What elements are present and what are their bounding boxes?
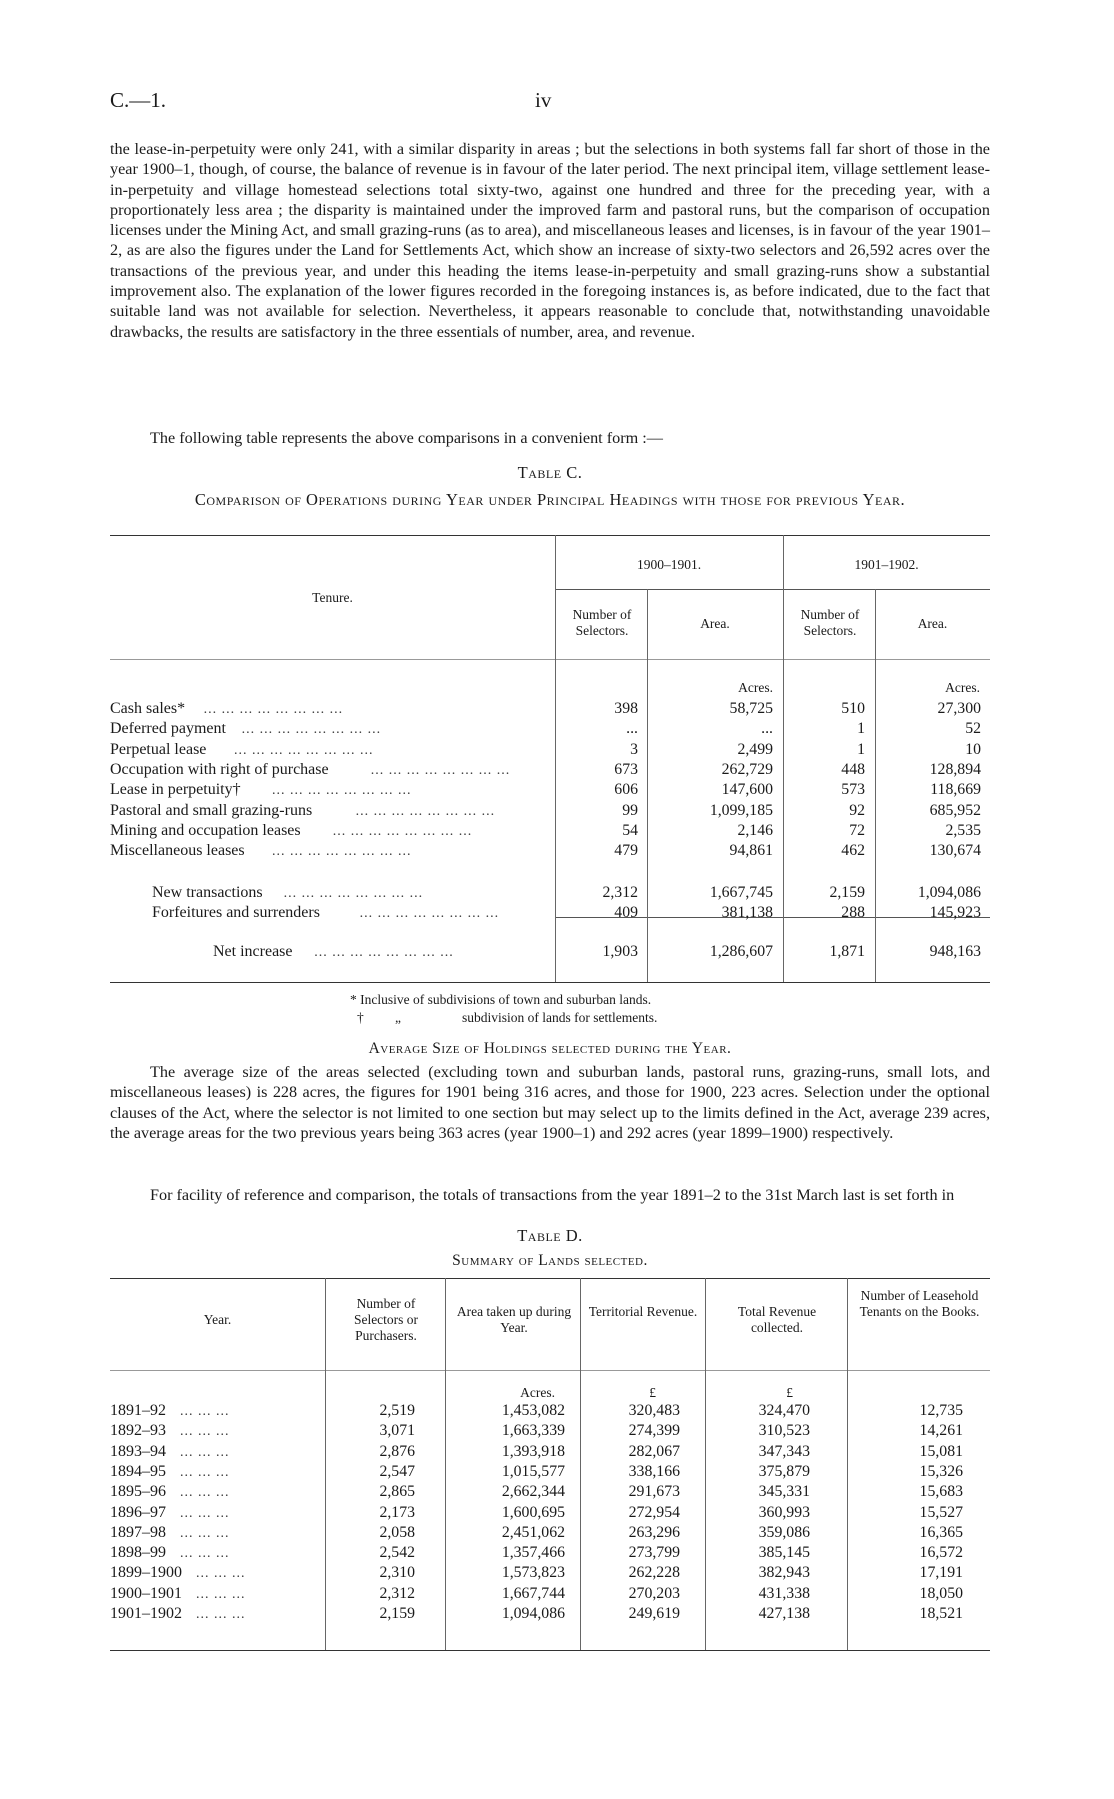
table-d-row-leader: ... ... ... [196, 1586, 246, 1602]
footnote-2-ditto: „ [395, 1010, 401, 1025]
table-d-row-area: 1,663,339 [501, 1422, 565, 1440]
table-c-row-leader: ... ... ... ... ... ... ... ... [332, 823, 473, 839]
table-c-row-area_b: 130,674 [929, 842, 981, 860]
table-d-row-area: 1,573,823 [501, 1564, 565, 1582]
table-c-row-area_a: 2,146 [737, 821, 773, 839]
table-d-title: Summary of Lands selected. [452, 1252, 648, 1269]
table-c-row-area_a: 94,861 [729, 842, 773, 860]
table-d-row-total_rev: 431,338 [758, 1584, 810, 1602]
table-d-row-year: 1900–1901 [110, 1584, 182, 1602]
table-d-row-area: 1,600,695 [501, 1503, 565, 1521]
table-d-row-territorial: 249,619 [628, 1605, 680, 1622]
table-d-row-tenants: 18,050 [919, 1584, 963, 1602]
table-d-row-area: 1,667,744 [501, 1584, 565, 1602]
table-d-row-selectors: 3,071 [379, 1422, 415, 1440]
table-d-top-rule [110, 1278, 990, 1279]
table-d-row-tenants: 16,365 [919, 1523, 963, 1541]
table-c-row-sel_b: 1 [857, 740, 865, 758]
table-d-row-area: 1,357,466 [501, 1544, 565, 1562]
table-d-vrule-2 [445, 1278, 446, 1650]
table-d-row-area: 2,451,062 [501, 1523, 565, 1541]
table-d-row-leader: ... ... ... [180, 1424, 230, 1440]
table-c-total-row-sel_b: 2,159 [829, 884, 865, 901]
table-d-row-territorial: 338,166 [628, 1462, 680, 1480]
table-d-row-year: 1896–97 [110, 1503, 166, 1521]
table-c-row-sel_a: 99 [622, 801, 638, 819]
territorial-unit: £ [649, 1385, 656, 1400]
territorial-header: Territorial Revenue. [588, 1304, 698, 1319]
table-d-row-total_rev: 345,331 [758, 1483, 810, 1501]
table-d-row-total_rev: 385,145 [758, 1544, 810, 1562]
table-d-row-tenants: 16,572 [919, 1544, 963, 1562]
table-d-row-total_rev: 375,879 [758, 1462, 810, 1480]
table-d-label: Table D. [517, 1226, 583, 1245]
table-c-total-row-area_b: 145,923 [929, 904, 981, 922]
table-d-row-territorial: 263,296 [628, 1523, 680, 1541]
area-header: Area taken up during Year. [456, 1304, 572, 1335]
acres-unit-b: Acres. [945, 680, 980, 695]
table-c-row-label: Mining and occupation leases [110, 821, 301, 839]
table-d-row-tenants: 17,191 [919, 1564, 963, 1582]
table-d-row-year: 1895–96 [110, 1483, 166, 1501]
table-c-total-row-label: New transactions [152, 884, 263, 901]
table-c-row-sel_b: 448 [841, 760, 865, 778]
footnote-2-text: subdivision of lands for settlements. [462, 1010, 658, 1025]
table-d-row-area: 1,094,086 [501, 1605, 565, 1622]
table-d-row-tenants: 15,683 [919, 1483, 963, 1501]
table-c-title: Comparison of Operations during Year under Principal Headings with those for previous Year. [194, 490, 906, 509]
table-d-row-total_rev: 427,138 [758, 1605, 810, 1622]
table-d-row-territorial: 272,954 [628, 1503, 680, 1521]
selectors-b-header: Number of Selectors. [800, 607, 860, 638]
table-d-row-selectors: 2,876 [379, 1442, 415, 1460]
table-d-row-leader: ... ... ... [180, 1485, 230, 1501]
table-c-net-row-leader: ... ... ... ... ... ... ... ... [314, 945, 454, 960]
avg-size-heading: Average Size of Holdings selected during the Year. [368, 1040, 732, 1057]
paragraph-2: The following table represents the above comparisons in a convenient form :— [150, 429, 663, 447]
table-d-row-year: 1893–94 [110, 1442, 166, 1460]
table-d-row-total_rev: 347,343 [758, 1442, 810, 1460]
table-d-row-selectors: 2,159 [379, 1605, 415, 1622]
area-unit: Acres. [520, 1385, 555, 1400]
table-c-net-row-area_b: 948,163 [929, 943, 981, 960]
table-d-vrule-1 [325, 1278, 326, 1650]
table-c-vrule-2 [647, 589, 648, 982]
table-d-row-territorial: 270,203 [628, 1584, 680, 1602]
year-header: Year. [203, 1312, 232, 1327]
table-d-row-area: 1,393,918 [501, 1442, 565, 1460]
table-c-total-row-leader: ... ... ... ... ... ... ... ... [283, 886, 424, 901]
page-reference: C.—1. [110, 88, 167, 112]
table-c-total-row-area_a: 381,138 [721, 904, 773, 922]
table-c-row-sel_b: 462 [841, 842, 865, 860]
table-c-row-label: Occupation with right of purchase [110, 760, 329, 778]
table-c-row-leader: ... ... ... ... ... ... ... ... [203, 702, 344, 717]
paragraph-1: the lease-in-perpetuity were only 241, with a similar disparity in areas ; but the selections in both systems fall far short of those in the year 1900–1, though, of course, the balance of revenue is in favour of the later period. The next principal item, village settlement lease-in-perpetuity and village homestead selections total sixty-two, against one hundred and three for the preceding year, with a proportionately less area ; the disparity is maintained under the improved farm and pastoral runs, but the comparison of occupation licenses under the Mining Act, and small grazing-runs (as to area), and miscellaneous leases and licenses, is in favour of the year 1901–2, as are also the figures under the Land for Settlements Act, which show an increase of sixty-two selectors and 26,592 acres over the transactions of the previous year, and under this heading the items lease-in-perpetuity and small grazing-runs show a substantial improvement also. The explanation of the lower figures recorded in the foregoing instances is, as before indicated, due to the fact that suitable land was not available for selection. Nevertheless, it appears reasonable to conclude that, notwithstanding unavoidable drawbacks, the results are satisfactory in the three essentials of number, area, and revenue. [110, 140, 990, 341]
table-c-row-sel_a: ... [626, 720, 638, 738]
table-d-row-territorial: 291,673 [628, 1483, 680, 1501]
table-c-vrule-4 [875, 589, 876, 982]
table-d-row-tenants: 18,521 [919, 1605, 963, 1622]
year-a-header: 1900–1901. [636, 557, 702, 572]
table-c-row-label: Perpetual lease [110, 740, 207, 758]
table-d-row-leader: ... ... ... [180, 1444, 230, 1460]
footnote-2-mark: † [357, 1010, 364, 1025]
table-c-row-area_b: 685,952 [929, 801, 981, 819]
table-d-row-area: 1,453,082 [501, 1402, 565, 1419]
table-d-row-territorial: 282,067 [628, 1442, 680, 1460]
footnote-1: * Inclusive of subdivisions of town and suburban lands. [350, 992, 652, 1007]
table-d-row-total_rev: 360,993 [758, 1503, 810, 1521]
table-d-row-territorial: 262,228 [628, 1564, 680, 1582]
table-d-row-year: 1892–93 [110, 1422, 166, 1440]
table-c-row-leader: ... ... ... ... ... ... ... ... [241, 722, 382, 738]
table-d-row-year: 1901–1902 [110, 1605, 182, 1622]
table-c-total-row-leader: ... ... ... ... ... ... ... ... [359, 906, 500, 922]
table-c-total-row-sel_a: 409 [614, 904, 638, 922]
table-c-net-row-sel_b: 1,871 [829, 943, 865, 960]
table-c-net-row-sel_a: 1,903 [602, 943, 638, 960]
table-c-row-area_a: 58,725 [729, 700, 773, 717]
table-d-row-territorial: 274,399 [628, 1422, 680, 1440]
table-d-row-selectors: 2,519 [379, 1402, 415, 1419]
table-c-row-label: Cash sales* [110, 700, 186, 717]
table-c-row-sel_a: 54 [622, 821, 638, 839]
table-d-row-total_rev: 359,086 [758, 1523, 810, 1541]
table-d-vrule-4 [705, 1278, 706, 1650]
selectors-header: Number of Selectors or Purchasers. [353, 1296, 419, 1343]
table-c-year-rule [555, 589, 990, 590]
table-d-row-year: 1897–98 [110, 1523, 166, 1541]
selectors-a-header: Number of Selectors. [572, 607, 632, 638]
table-d-row-tenants: 15,527 [919, 1503, 963, 1521]
table-d-row-year: 1891–92 [110, 1402, 166, 1419]
table-c-row-sel_b: 72 [849, 821, 865, 839]
table-d-row-territorial: 273,799 [628, 1544, 680, 1562]
table-d-vrule-5 [847, 1278, 848, 1650]
table-c-total-row-sel_b: 288 [841, 904, 865, 922]
tenants-header: Number of Leasehold Tenants on the Books. [859, 1288, 980, 1319]
table-c-row-sel_b: 1 [857, 720, 865, 738]
table-c-total-row-label: Forfeitures and surrenders [152, 904, 320, 922]
table-c-row-sel_a: 673 [614, 760, 638, 778]
table-d-row-leader: ... ... ... [180, 1464, 230, 1480]
table-c-row-sel_b: 510 [841, 700, 865, 717]
table-c-row-area_a: ... [761, 720, 773, 738]
table-d-row-leader: ... ... ... [180, 1404, 230, 1419]
table-d-row-tenants: 14,261 [919, 1422, 963, 1440]
table-d-row-selectors: 2,547 [379, 1462, 415, 1480]
table-d-row-territorial: 320,483 [628, 1402, 680, 1419]
paragraph-3: The average size of the areas selected (excluding town and suburban lands, pastoral runs, grazing-runs, small lots, and miscellaneous leases) is 228 acres, the figures for 1901 being 316 acres, and those for 1900, 223 acres. Selection under the optional clauses of the Act, where the selector is not limited to one section but may select up to the limits defined in the Act, average 239 acres, the average areas for the two previous years being 363 acres (year 1900–1) and 292 acres (year 1899–1900) respectively. [110, 1063, 990, 1142]
table-d-row-leader: ... ... ... [180, 1505, 230, 1521]
table-c-row-area_b: 2,535 [945, 821, 981, 839]
year-b-header: 1901–1902. [854, 557, 919, 572]
table-c-row-area_b: 27,300 [937, 700, 981, 717]
total-revenue-unit: £ [786, 1385, 793, 1400]
table-c-row-sel_a: 606 [614, 781, 638, 799]
table-c-vrule-1 [555, 535, 556, 982]
table-c-row-label: Lease in perpetuity† [110, 781, 241, 799]
area-a-header: Area. [700, 616, 730, 631]
table-d-row-year: 1898–99 [110, 1544, 166, 1562]
table-d-bottom-rule [110, 1650, 990, 1651]
table-c-row-area_b: 10 [965, 740, 981, 758]
acres-unit-a: Acres. [738, 680, 773, 695]
table-d-row-selectors: 2,058 [379, 1523, 415, 1541]
table-c-row-leader: ... ... ... ... ... ... ... ... [370, 762, 511, 778]
total-revenue-header: Total Revenue collected. [737, 1304, 817, 1335]
table-d-row-selectors: 2,542 [379, 1544, 415, 1562]
table-c-row-leader: ... ... ... ... ... ... ... ... [272, 844, 412, 860]
table-d-row-year: 1894–95 [110, 1462, 166, 1480]
table-c-row-sel_a: 3 [630, 740, 638, 758]
table-d-row-leader: ... ... ... [196, 1566, 246, 1582]
table-c-row-leader: ... ... ... ... ... ... ... ... [272, 783, 412, 799]
table-d-row-selectors: 2,173 [379, 1503, 415, 1521]
table-c-row-sel_b: 92 [849, 801, 865, 819]
table-c-row-label: Miscellaneous leases [110, 842, 245, 860]
table-c-row-area_a: 147,600 [721, 781, 773, 799]
table-d-row-tenants: 15,326 [919, 1462, 963, 1480]
table-c-row-area_b: 52 [965, 720, 981, 738]
area-b-header: Area. [917, 616, 948, 631]
table-c-net-row-label: Net increase [213, 943, 293, 960]
table-c-top-rule [110, 535, 990, 536]
table-d-row-total_rev: 310,523 [758, 1422, 810, 1440]
table-c-row-sel_b: 573 [841, 781, 865, 799]
table-d-row-tenants: 15,081 [919, 1442, 963, 1460]
table-d-row-selectors: 2,310 [379, 1564, 415, 1582]
table-d-header-rule [110, 1370, 990, 1371]
table-c-row-area_a: 262,729 [721, 760, 773, 778]
table-c-vrule-3 [783, 535, 784, 982]
table-d-row-selectors: 2,312 [379, 1584, 415, 1602]
table-c-row-label: Deferred payment [110, 720, 226, 738]
table-c-row-area_b: 128,894 [929, 760, 981, 778]
table-c-row-leader: ... ... ... ... ... ... ... ... [234, 742, 374, 758]
table-d-row-total_rev: 324,470 [758, 1402, 810, 1419]
table-c-row-label: Pastoral and small grazing-runs [110, 801, 313, 819]
table-d-row-leader: ... ... ... [180, 1546, 230, 1562]
table-d-row-year: 1899–1900 [110, 1564, 182, 1582]
table-c-header-rule [110, 659, 990, 660]
table-c-net-row-area_a: 1,286,607 [709, 943, 773, 960]
table-c-label: Table C. [517, 463, 583, 482]
table-d-row-area: 1,015,577 [501, 1462, 565, 1480]
page-number: iv [535, 88, 552, 112]
table-d-vrule-3 [580, 1278, 581, 1650]
table-d-row-area: 2,662,344 [501, 1483, 565, 1501]
table-c-total-row-area_b: 1,094,086 [917, 884, 981, 901]
table-c-total-row-sel_a: 2,312 [602, 884, 638, 901]
paragraph-4: For facility of reference and comparison, the totals of transactions from the year 1891–2 to the 31st March last is set forth in [150, 1186, 955, 1204]
table-c-row-area_a: 1,099,185 [709, 801, 773, 819]
table-d-row-leader: ... ... ... [180, 1525, 230, 1541]
table-d-row-tenants: 12,735 [919, 1402, 963, 1419]
table-c-total-row-area_a: 1,667,745 [709, 884, 773, 901]
table-c-bottom-rule [110, 982, 990, 983]
table-d-row-leader: ... ... ... [196, 1607, 246, 1622]
table-c-row-area_b: 118,669 [930, 781, 981, 799]
table-c-row-sel_a: 479 [614, 842, 638, 860]
table-d-row-selectors: 2,865 [379, 1483, 415, 1501]
table-c-row-leader: ... ... ... ... ... ... ... ... [355, 803, 496, 819]
tenure-header: Tenure. [312, 590, 353, 605]
table-c-row-sel_a: 398 [614, 700, 638, 717]
table-d-row-total_rev: 382,943 [758, 1564, 810, 1582]
table-c-row-area_a: 2,499 [737, 740, 773, 758]
